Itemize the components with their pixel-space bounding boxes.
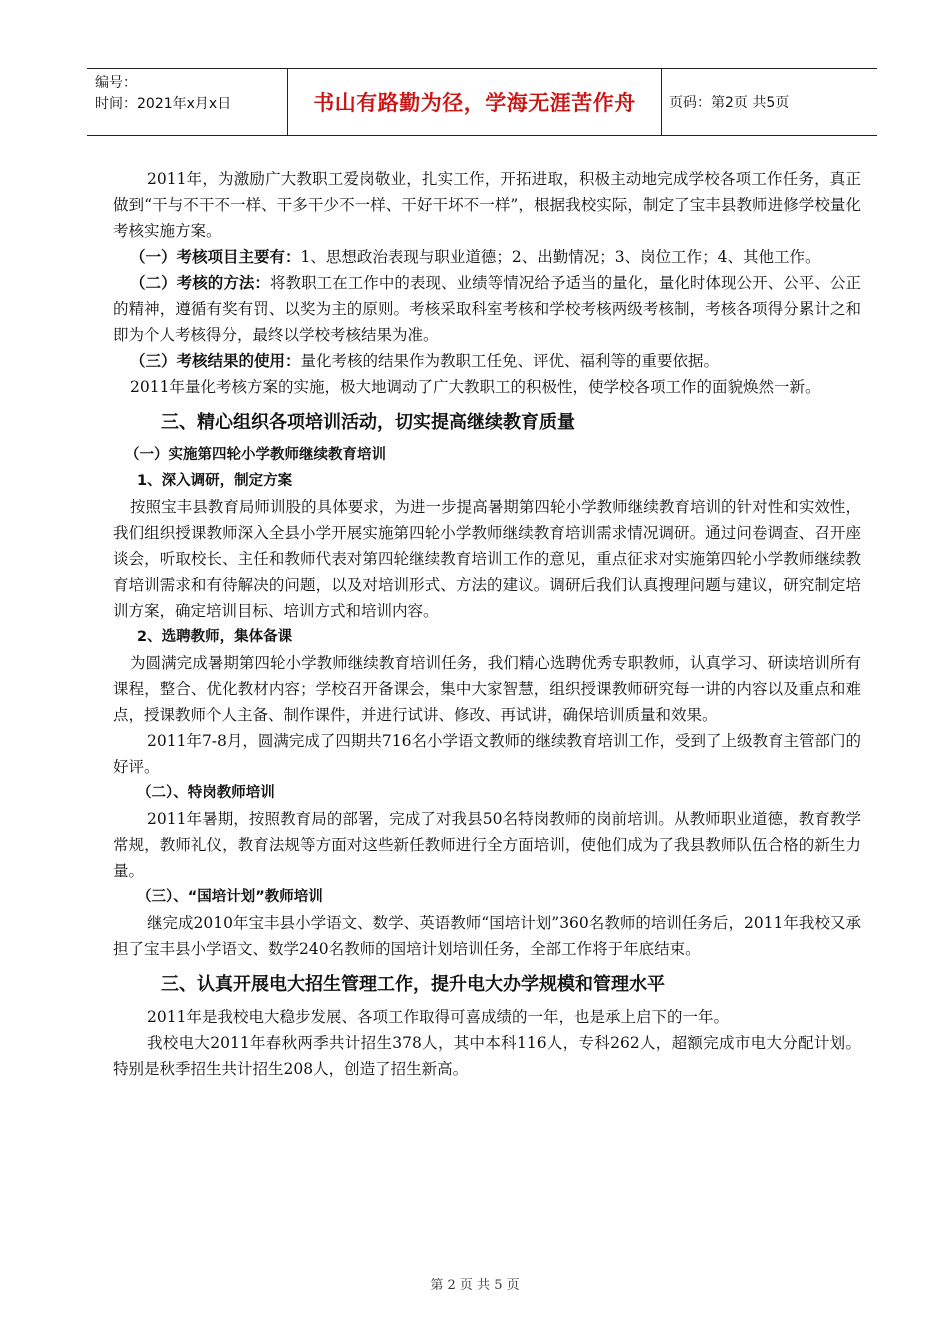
paragraph-lead: （二）考核的方法： bbox=[130, 273, 270, 292]
paragraph: 我校电大2011年春秋两季共计招生378人，其中本科116人，专科262人，超额完成市电大分配计划。特别是秋季招生共计招生208人，创造了招生新高。 bbox=[113, 1034, 861, 1078]
paragraph: 2011年量化考核方案的实施，极大地调动了广大教职工的积极性，使学校各项工作的面貌焕然一新。 bbox=[130, 378, 821, 396]
page-footer: 第 2 页 共 5 页 bbox=[430, 1278, 520, 1293]
paragraph-lead: （三）考核结果的使用： bbox=[130, 351, 301, 370]
section-heading: 三、精心组织各项培训活动，切实提高继续教育质量 bbox=[161, 412, 575, 433]
header-motto: 书山有路勤为径，学海无涯苦作舟 bbox=[313, 91, 636, 115]
paragraph: 为圆满完成暑期第四轮小学教师继续教育培训任务，我们精心选聘优秀专职教师，认真学习、研读培训所有课程，整合、优化教材内容；学校召开备课会，集中大家智慧，组织授课教师研究每一讲的内容以及重点和难点，授课教师个人主备、制作课件，并进行试讲、修改、再试讲，确保培训质量和效果。 bbox=[113, 654, 861, 724]
paragraph: 2011年是我校电大稳步发展、各项工作取得可喜成绩的一年，也是承上启下的一年。 bbox=[147, 1008, 729, 1026]
paragraph: 2011年暑期，按照教育局的部署，完成了对我县50名特岗教师的岗前培训。从教师职业道德，教育教学常规，教师礼仪，教育法规等方面对这些新任教师进行全方面培训，使他们成为了我县教师队伍合格的新生力量。 bbox=[113, 810, 861, 880]
paragraph-lead: （一）考核项目主要有： bbox=[130, 247, 301, 266]
section-heading: 三、认真开展电大招生管理工作，提升电大办学规模和管理水平 bbox=[161, 974, 665, 995]
paragraph bbox=[113, 244, 861, 270]
paragraph bbox=[113, 348, 861, 374]
subsection-heading: 1、深入调研，制定方案 bbox=[137, 473, 293, 489]
paragraph bbox=[113, 270, 861, 348]
subsection-heading: 2、选聘教师，集体备课 bbox=[137, 629, 293, 645]
subsection-heading: （二）、特岗教师培训 bbox=[137, 785, 275, 801]
number-label: 编号： bbox=[95, 75, 137, 91]
page-header bbox=[87, 68, 877, 136]
paragraph-text: 将教职工在工作中的表现、业绩等情况给予适当的量化，量化时体现公开、公平、公正的精神，遵循有奖有罚、以奖为主的原则。考核采取科室考核和学校考核两级考核制，考核各项得分累计之和即为个人考核得分，最终以学校考核结果为准。 bbox=[113, 274, 861, 344]
paragraph-text: 1、思想政治表现与职业道德；2、出勤情况；3、岗位工作；4、其他工作。 bbox=[300, 248, 821, 266]
paragraph: 继完成2010年宝丰县小学语文、数学、英语教师“国培计划”360名教师的培训任务后，2011年我校又承担了宝丰县小学语文、数学240名教师的国培计划培训任务，全部工作将于年底结束。 bbox=[113, 914, 861, 958]
header-meta bbox=[87, 69, 287, 135]
header-page-info: 页码：第2页 共5页 bbox=[669, 95, 790, 111]
paragraph: 2011年，为激励广大教职工爱岗敬业，扎实工作，开拓进取，积极主动地完成学校各项工作任务，真正做到“干与不干不一样、干多干少不一样、干好干坏不一样”，根据我校实际，制定了宝丰县教师进修学校量化考核实施方案。 bbox=[113, 170, 861, 240]
paragraph: 2011年7-8月，圆满完成了四期共716名小学语文教师的继续教育培训工作，受到了上级教育主管部门的好评。 bbox=[113, 732, 861, 776]
paragraph-text: 量化考核的结果作为教职工任免、评优、福利等的重要依据。 bbox=[300, 352, 720, 370]
subsection-heading: （一）实施第四轮小学教师继续教育培训 bbox=[125, 447, 386, 463]
time-label: 时间：2021年x月x日 bbox=[95, 96, 232, 112]
document-body bbox=[113, 166, 861, 1082]
paragraph: 按照宝丰县教育局师训股的具体要求，为进一步提高暑期第四轮小学教师继续教育培训的针对性和实效性，我们组织授课教师深入全县小学开展实施第四轮小学教师继续教育培训需求情况调研。通过问卷调查、召开座谈会，听取校长、主任和教师代表对第四轮继续教育培训工作的意见，重点征求对实施第四轮小学教师继续教育培训需求和有待解决的问题，以及对培训形式、方法的建议。调研后我们认真搜理问题与建议，研究制定培训方案，确定培训目标、培训方式和培训内容。 bbox=[113, 498, 861, 620]
subsection-heading: （三）、“国培计划”教师培训 bbox=[137, 889, 323, 905]
header-divider bbox=[661, 69, 662, 135]
